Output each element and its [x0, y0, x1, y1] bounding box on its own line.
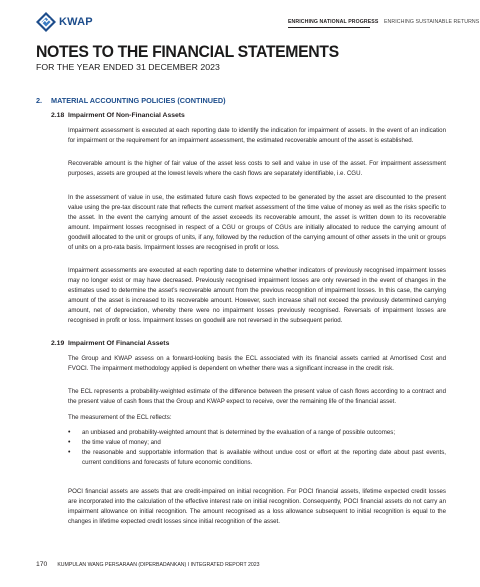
paragraph: Impairment assessments are executed at each reporting date to determine whether indicators of previously recognised impairment losses may no longer exist or may have decreased. Previously recognised impairment losses are only reversed in the event of changes in the estimates used to determine the asset’s recoverable amount from the previous recognition of impairment losses. In this case, the carrying amount of the asset is increased to its recoverable amount. However, such increase shall not exceed the previously determined carrying amount, net of depreciation, whereby there were no impairment losses previously recognised. Reversals of impairment losses are recognised in profit or loss. Impairment losses on goodwill are not reversed in the subsequent period. [68, 267, 446, 324]
ecl-bullet-list [68, 428, 446, 468]
page-number: 170 [36, 561, 48, 568]
nav-enriching-national-progress[interactable]: ENRICHING NATIONAL PROGRESS [288, 19, 370, 28]
bullet-icon: • [68, 429, 71, 436]
subsection-title: Impairment Of Financial Assets [68, 340, 170, 347]
subsection-number: 2.19 [51, 340, 65, 347]
page-subtitle: FOR THE YEAR ENDED 31 DECEMBER 2023 [36, 62, 220, 72]
top-nav [288, 19, 479, 28]
paragraph: The Group and KWAP assess on a forward-looking basis the ECL associated with its financial assets carried at Amortised Cost and FVOCI. The impairment methodology applied is dependent on whether there was a significant increase in the credit risk. [68, 355, 446, 372]
subsection-heading-2-18 [51, 112, 185, 119]
page-title: NOTES TO THE FINANCIAL STATEMENTS [36, 42, 339, 61]
footer-text: KUMPULAN WANG PERSARAAN (DIPERBADANKAN) I INTEGRATED REPORT 2023 [57, 562, 260, 568]
bullet-item [68, 448, 446, 468]
bullet-text: the reasonable and supportable information that is available without undue cost or effort at the reporting date about past events, current conditions and forecasts of future economic conditions. [82, 448, 446, 466]
kwap-logo-icon [36, 12, 56, 32]
paragraph: The measurement of the ECL reflects: [68, 414, 172, 421]
bullet-icon: • [68, 438, 71, 446]
paragraph: Recoverable amount is the higher of fair value of the asset less costs to sell and value in use of the asset. For impairment assessment purposes, assets are grouped at the lowest levels where the cash flows are separately identifiable, i.e. CGU. [68, 160, 446, 177]
bullet-item [68, 438, 446, 448]
bullet-item [68, 428, 446, 438]
section-title: MATERIAL ACCOUNTING POLICIES (CONTINUED) [51, 96, 226, 105]
subsection-number: 2.18 [51, 112, 65, 119]
paragraph: The ECL represents a probability-weighted estimate of the difference between the present value of cash flows according to a contract and the present value of cash flows that the Group and KWAP expect to receive, over the remaining life of the financial asset. [68, 388, 446, 405]
nav-enriching-sustainable-returns[interactable]: ENRICHING SUSTAINABLE RETURNS [384, 19, 480, 25]
paragraph: Impairment assessment is executed at each reporting date to identify the indication for impairment of assets. In the event of an indication for impairment or the requirement for an impairment assessment, the estimated recoverable amount of the asset is established. [68, 127, 446, 144]
subsection-title: Impairment Of Non-Financial Assets [68, 112, 185, 119]
page-footer [36, 561, 260, 568]
paragraph: In the assessment of value in use, the estimated future cash flows expected to be generated by the asset are discounted to the present value using the pre-tax discount rate that reflects the current market assessment of the time value of money as well as the risks specific to the asset. In the event the carrying amount of the asset exceeds its recoverable amount, the asset is written down to its recoverable amount. Impairment losses recognised in respect of a CGU or groups of CGUs are initially allocated to reduce the carrying amount of goodwill allocated to the unit or groups of units, if any, followed by the reduction of the carrying amount of other assets in the unit or groups of units on a pro-rata basis. Impairment losses are recognised in profit or loss. [68, 194, 446, 251]
logo-wordmark: KWAP [59, 16, 93, 28]
kwap-logo [36, 12, 93, 32]
paragraph: POCI financial assets are assets that are credit-impaired on initial recognition. For POCI financial assets, lifetime expected credit losses are incorporated into the calculation of the effective interest rate on initial recognition. Consequently, POCI financial assets do not carry an impairment allowance on initial recognition. The amount recognised as a loss allowance subsequent to initial recognition is equal to the changes in lifetime expected credit losses since initial recognition of the asset. [68, 488, 446, 525]
bullet-text: the time value of money; and [82, 438, 161, 446]
bullet-icon: • [68, 448, 71, 456]
subsection-heading-2-19 [51, 340, 169, 347]
section-number: 2. [36, 96, 43, 105]
bullet-text: an unbiased and probability-weighted amount that is determined by the evaluation of a range of possible outcomes; [82, 429, 396, 436]
section-heading [36, 96, 226, 105]
